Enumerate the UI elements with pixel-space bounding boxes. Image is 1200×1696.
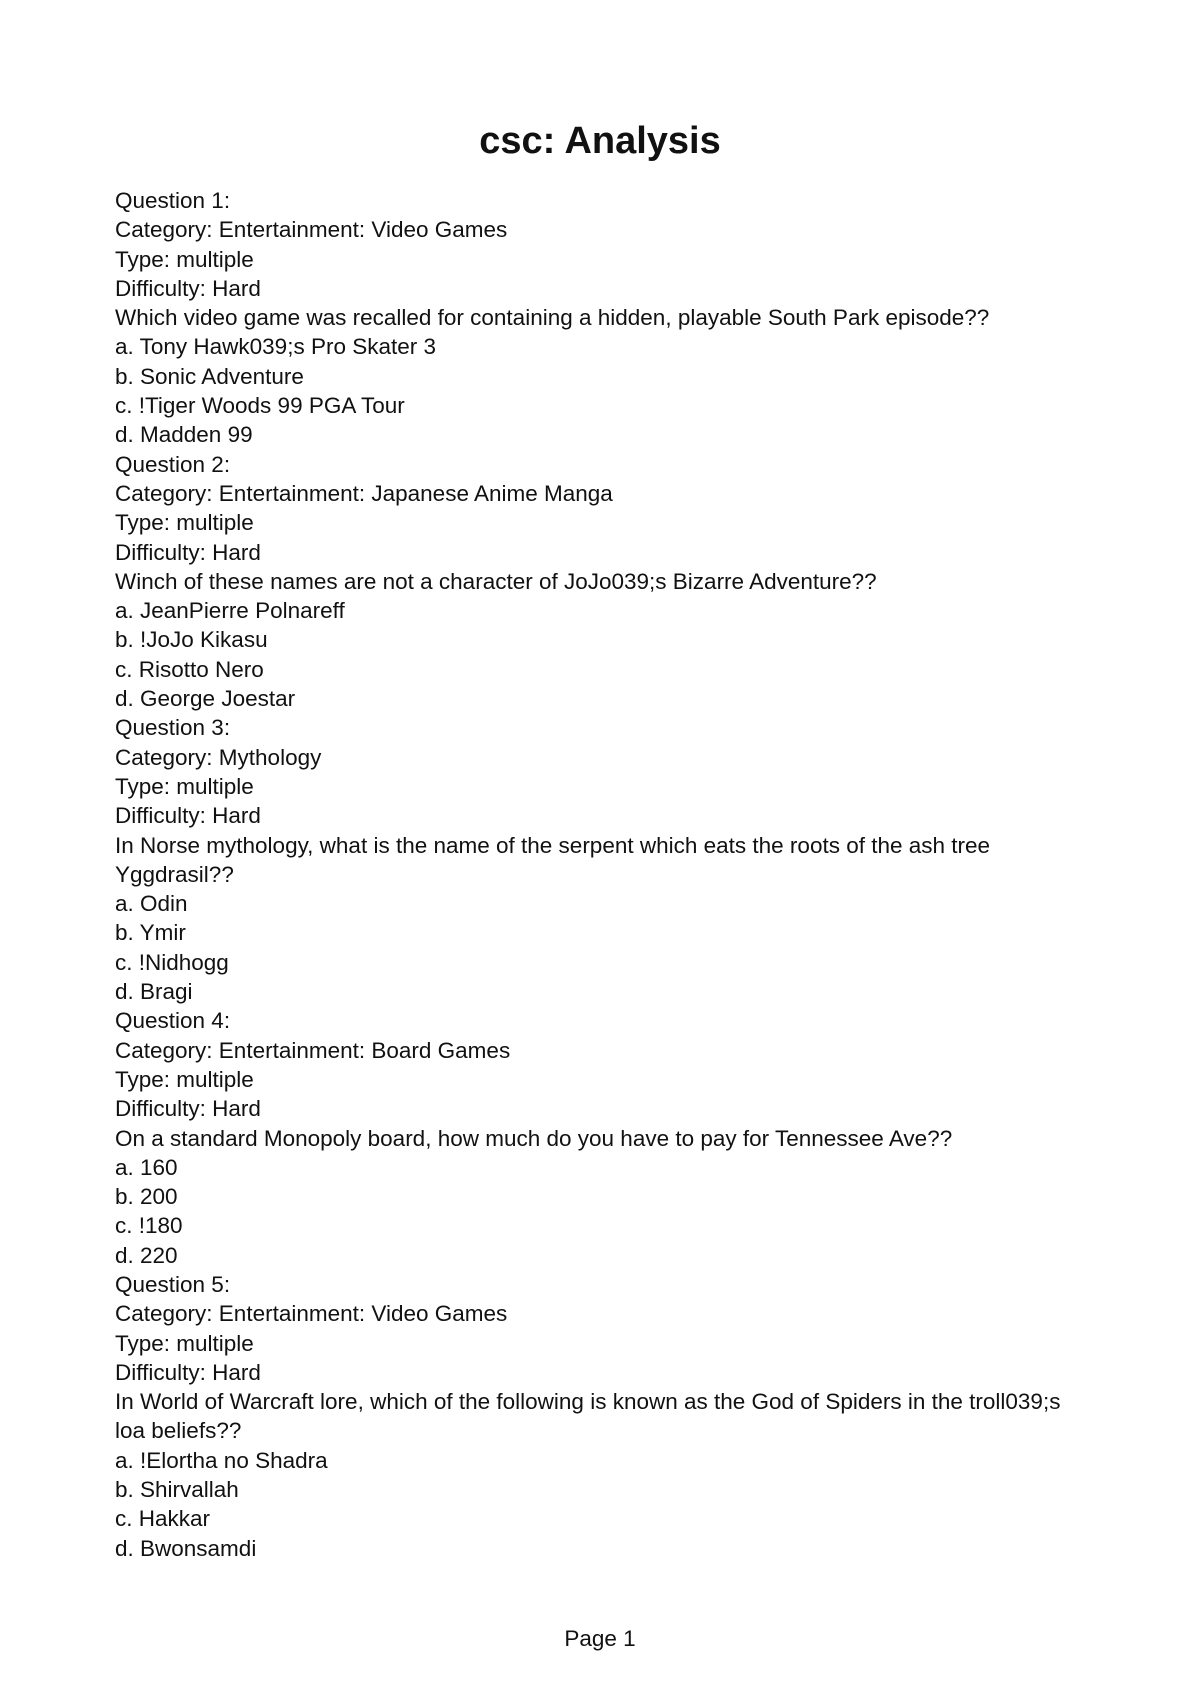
question-difficulty: Difficulty: Hard [115,1096,261,1122]
answer-option: c. !Nidhogg [115,949,229,975]
answer-option: d. Bwonsamdi [115,1535,257,1561]
answer-option: d. Madden 99 [115,422,253,448]
question-category: Category: Entertainment: Japanese Anime Manga [115,480,613,506]
question-type: Type: multiple [115,246,254,272]
question-difficulty: Difficulty: Hard [115,275,261,301]
answer-option: d. 220 [115,1242,178,1268]
answer-option: b. Ymir [115,920,186,946]
answer-option: b. 200 [115,1184,178,1210]
question-text: In Norse mythology, what is the name of the serpent which eats the roots of the ash tree Yggdrasil?? [115,832,991,887]
page-number: Page 1 [564,1626,636,1651]
answer-option: d. George Joestar [115,686,296,712]
answer-option: b. Sonic Adventure [115,363,304,389]
answer-option: a. Tony Hawk039;s Pro Skater 3 [115,334,436,360]
answer-option: b. Shirvallah [115,1477,239,1503]
answer-option: a. Odin [115,891,188,917]
question-type: Type: multiple [115,1066,254,1092]
question-difficulty: Difficulty: Hard [115,1359,261,1385]
question-block [115,450,1075,714]
question-block [115,186,1075,450]
question-difficulty: Difficulty: Hard [115,539,261,565]
question-block [115,1270,1075,1563]
answer-option: a. 160 [115,1154,178,1180]
question-block [115,1006,1075,1270]
question-text: In World of Warcraft lore, which of the following is known as the God of Spiders in the troll039;s loa beliefs?? [115,1389,1061,1444]
question-text: On a standard Monopoly board, how much do you have to pay for Tennessee Ave?? [115,1125,953,1151]
question-header: Question 5: [115,1271,231,1297]
question-category: Category: Entertainment: Board Games [115,1037,511,1063]
question-type: Type: multiple [115,510,254,536]
question-type: Type: multiple [115,1330,254,1356]
answer-option: a. JeanPierre Polnareff [115,598,345,624]
answer-option: c. !Tiger Woods 99 PGA Tour [115,393,405,419]
answer-option: c. Hakkar [115,1506,211,1532]
question-header: Question 1: [115,188,231,213]
question-text: Winch of these names are not a character of JoJo039;s Bizarre Adventure?? [115,568,877,594]
question-header: Question 4: [115,1008,231,1034]
question-category: Category: Entertainment: Video Games [115,1301,508,1327]
question-difficulty: Difficulty: Hard [115,803,261,829]
question-type: Type: multiple [115,773,254,799]
question-header: Question 2: [115,451,231,477]
answer-option: c. !180 [115,1213,183,1239]
answer-option: d. Bragi [115,979,193,1005]
question-category: Category: Mythology [115,744,322,770]
answer-option: c. Risotto Nero [115,656,264,682]
answer-option: a. !Elortha no Shadra [115,1447,328,1473]
question-text: Which video game was recalled for containing a hidden, playable South Park episode?? [115,305,990,331]
question-block [115,713,1075,1006]
answer-option: b. !JoJo Kikasu [115,627,268,653]
question-header: Question 3: [115,715,231,741]
question-category: Category: Entertainment: Video Games [115,217,508,243]
page-title: csc: Analysis [479,120,721,162]
question-list [115,186,1075,1563]
